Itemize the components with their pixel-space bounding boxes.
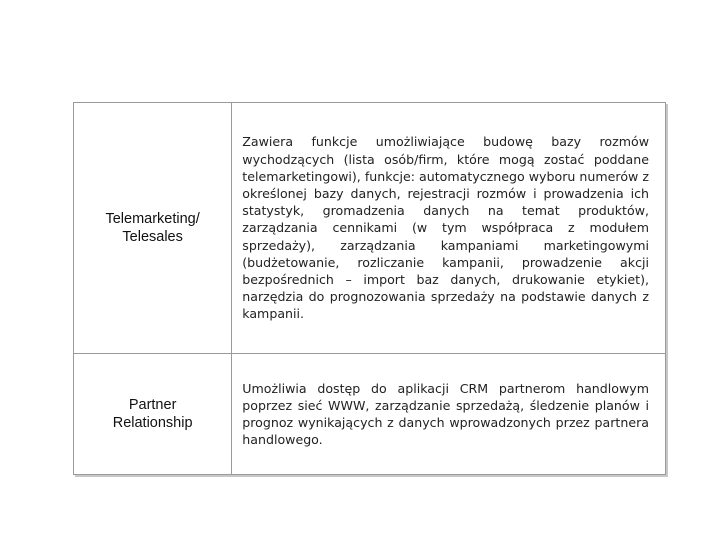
module-description-cell: [232, 354, 666, 475]
module-name-cell: [74, 103, 232, 354]
module-description-cell: [232, 103, 666, 354]
module-name-line: Telesales: [122, 229, 183, 245]
table-row: [74, 354, 666, 475]
module-name-line: Partner: [128, 397, 177, 413]
module-name-cell: [74, 354, 232, 475]
module-name-line: Relationship: [112, 415, 193, 431]
table-row: [74, 103, 666, 354]
module-name-line: Telemarketing/: [105, 211, 200, 227]
module-description: Zawiera funkcje umożliwiające budowę bazy rozmów wychodzących (lista osób/firm, które mogą zostać poddane telemarketingowi), funkcje: automatycznego wyboru numerów z określonej bazy danych, rejestracji rozmów i prowadzenia ich statystyk, gromadzenia danych na temat produktów, zarządzania cennikami (w tym współpraca z modułem sprzedaży), zarządzania kampaniami marketingowymi (budżetowanie, rozliczanie kampanii, prowadzenie akcji bezpośrednich – import baz danych, drukowanie etykiet), narzędzia do prognozowania sprzedaży na podstawie danych z kampanii.: [242, 134, 649, 322]
module-description: Umożliwia dostęp do aplikacji CRM partnerom handlowym poprzez sieć WWW, zarządzanie sprzedażą, śledzenie planów i prognoz wynikających z danych wprowadzonych przez partnera handlowego.: [242, 380, 649, 448]
crm-modules-table: [73, 102, 666, 475]
